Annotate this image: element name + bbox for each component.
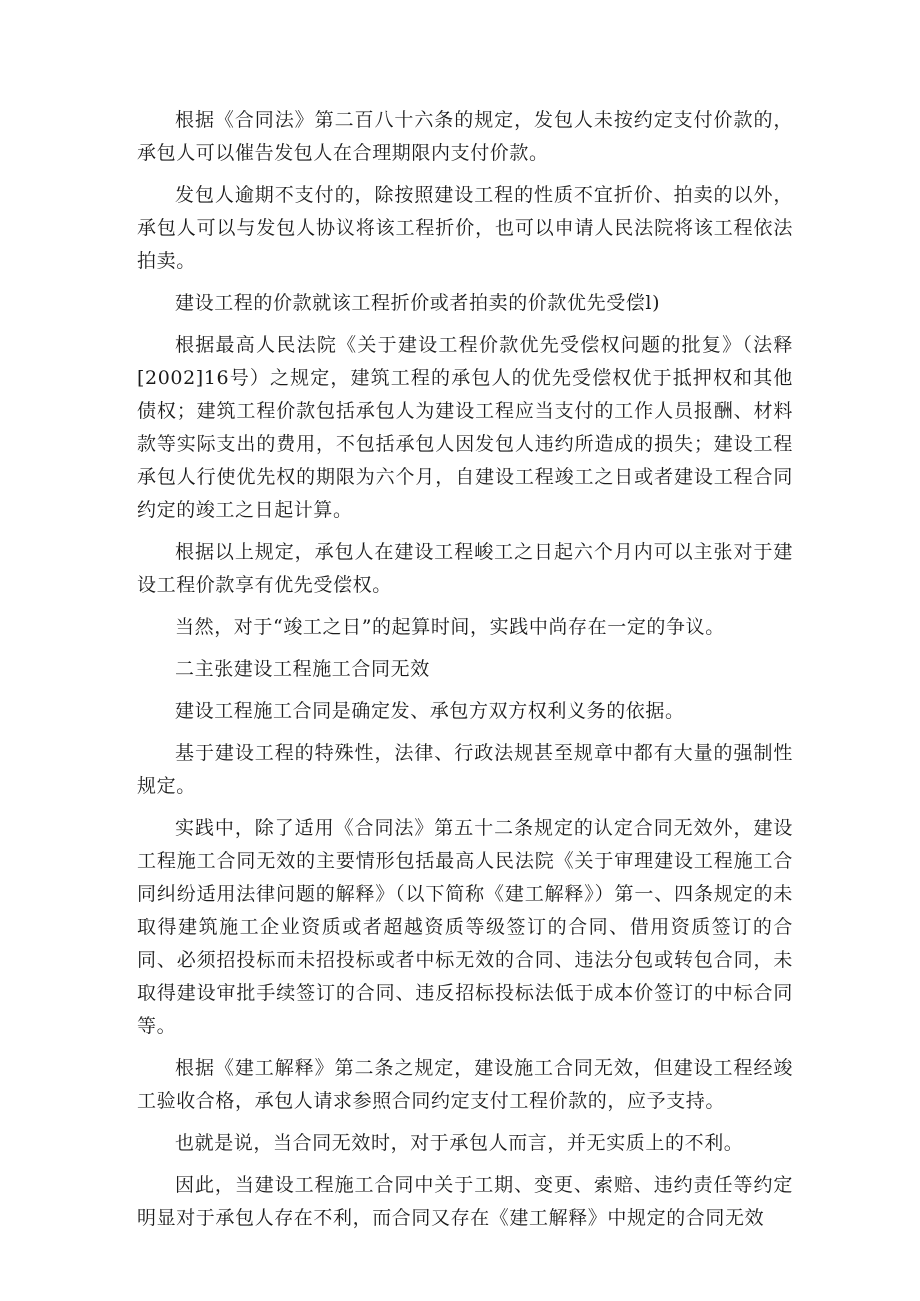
paragraph-contract-basis: 建设工程施工合同是确定发、承包方双方权利义务的依据。 [175, 700, 685, 722]
paragraph-supreme-court-reply: 根据最高人民法院《关于建设工程价款优先受偿权问题的批复》（法释[2002]16号）之规定，建筑工程的承包人的优先受偿权优于抵押权和其他债权；建筑工程价款包括承包人为建设工程应当支付的工作人员报酬、材料款等实际支出的费用，不包括承包人因发包人违约所造成的损失；建设工程承包人行使优先权的期限为六个月，自建设工程竣工之日或者建设工程合同约定的竣工之日起计算。 [137, 334, 793, 521]
paragraph-priority-payment-demand: 根据《合同法》第二百八十六条的规定，发包人未按约定支付价款的，承包人可以催告发包人在合理期限内支付价款。 [137, 109, 793, 164]
paragraph-mandatory-rules: 基于建设工程的特殊性，法律、行政法规甚至规章中都有大量的强制性规定。 [137, 742, 793, 797]
paragraph-six-month-claim: 根据以上规定，承包人在建设工程峻工之日起六个月内可以主张对于建设工程价款享有优先受偿权。 [137, 541, 793, 596]
paragraph-invalid-situations: 实践中，除了适用《合同法》第五十二条规定的认定合同无效外，建设工程施工合同无效的主要情形包括最高人民法院《关于审理建设工程施工合同纠纷适用法律问题的解释》（以下简称《建工解释》）第一、四条规定的未取得建筑施工企业资质或者超越资质等级签订的合同、借用资质签订的合同、必须招投标而未招投标或者中标无效的合同、违法分包或转包合同，未取得建设审批手续签订的合同、违反招标投标法低于成本价签订的中标合同等。 [137, 817, 793, 1037]
paragraph-completion-date-dispute: 当然，对于“竣工之日”的起算时间，实践中尚存在一定的争议。 [175, 616, 725, 638]
paragraph-priority-heading: 建设工程的价款就该工程折价或者拍卖的价款优先受偿l) [175, 292, 661, 314]
paragraph-article-two: 根据《建工解释》第二条之规定，建设施工合同无效，但建设工程经竣工验收合格，承包人请求参照合同约定支付工程价款的，应予支持。 [137, 1057, 793, 1112]
section-heading-contract-invalid: 二主张建设工程施工合同无效 [175, 658, 430, 680]
paragraph-no-disadvantage: 也就是说，当合同无效时，对于承包人而言，并无实质上的不利。 [175, 1132, 744, 1154]
document-page [137, 104, 793, 1244]
paragraph-conclusion: 因此，当建设工程施工合同中关于工期、变更、索赔、违约责任等约定明显对于承包人存在不利，而合同又存在《建工解释》中规定的合同无效 [137, 1174, 793, 1229]
paragraph-overdue-auction: 发包人逾期不支付的，除按照建设工程的性质不宜折价、拍卖的以外，承包人可以与发包人协议将该工程折价，也可以申请人民法院将该工程依法拍卖。 [137, 184, 793, 272]
